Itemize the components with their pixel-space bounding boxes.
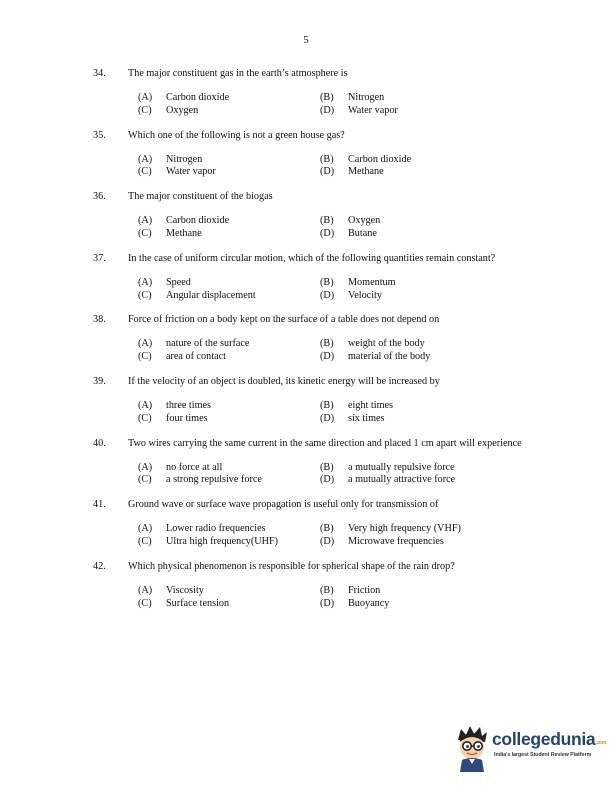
- option-text: material of the body: [348, 351, 431, 363]
- question-number: 40.: [93, 437, 106, 449]
- option-text: a strong repulsive force: [166, 474, 262, 486]
- option-letter: (C): [138, 104, 152, 116]
- option-text: no force at all: [166, 461, 223, 473]
- option-b: [320, 215, 520, 228]
- option-letter: (C): [138, 597, 152, 609]
- collegedunia-logo: [452, 724, 606, 774]
- option-text: Angular displacement: [166, 289, 256, 301]
- question-36: [93, 190, 523, 241]
- option-letter: (D): [320, 227, 335, 239]
- logo-tagline: India's largest Student Review Platform: [494, 752, 592, 758]
- option-b: [320, 585, 520, 598]
- question-text: If the velocity of an object is doubled, its kinetic energy will be increased by: [128, 375, 440, 387]
- option-b: [320, 400, 520, 413]
- option-c: [138, 228, 320, 241]
- option-a: [138, 92, 320, 105]
- option-text: Very high frequency (VHF): [348, 523, 461, 535]
- option-text: Ultra high frequency(UHF): [166, 535, 279, 547]
- question-number: 36.: [93, 191, 106, 203]
- option-text: Nitrogen: [166, 153, 203, 165]
- question-number: 35.: [93, 129, 106, 141]
- option-a: [138, 338, 320, 351]
- option-b: [320, 338, 520, 351]
- option-letter: (A): [138, 92, 153, 103]
- option-text: Buoyancy: [348, 597, 390, 609]
- logo-wordmark: collegedunia.com: [492, 729, 606, 749]
- options-grid: [138, 277, 523, 303]
- option-c: [138, 474, 320, 487]
- option-text: Momentum: [348, 276, 396, 288]
- question-number: 34.: [93, 68, 106, 79]
- option-letter: (A): [138, 338, 153, 350]
- question-38: [93, 313, 523, 364]
- option-b: [320, 462, 520, 475]
- question-37: [93, 252, 523, 303]
- question-text: Ground wave or surface wave propagation is useful only for transmission of: [128, 499, 439, 511]
- option-letter: (C): [138, 474, 152, 486]
- option-letter: (D): [320, 166, 335, 178]
- option-letter: (D): [320, 474, 335, 486]
- option-letter: (B): [320, 523, 334, 535]
- option-letter: (C): [138, 166, 152, 178]
- options-grid: [138, 154, 523, 180]
- options-grid: [138, 462, 523, 488]
- option-d: [320, 351, 520, 364]
- option-d: [320, 474, 520, 487]
- option-text: Water vapor: [166, 166, 216, 178]
- option-a: [138, 400, 320, 413]
- options-grid: [138, 523, 523, 549]
- options-grid: [138, 585, 523, 611]
- question-text: The major constituent of the biogas: [128, 191, 273, 203]
- option-letter: (B): [320, 92, 334, 103]
- option-letter: (A): [138, 461, 153, 473]
- question-text: Force of friction on a body kept on the surface of a table does not depend on: [128, 314, 440, 326]
- option-letter: (A): [138, 523, 153, 535]
- option-letter: (D): [320, 535, 335, 547]
- question-34: [93, 67, 523, 118]
- option-a: [138, 523, 320, 536]
- option-text: a mutually attractive force: [348, 474, 456, 486]
- option-letter: (B): [320, 584, 334, 596]
- question-list: [93, 67, 523, 621]
- option-text: three times: [166, 399, 211, 411]
- option-a: [138, 585, 320, 598]
- option-text: Carbon dioxide: [166, 215, 230, 227]
- option-b: [320, 92, 520, 105]
- options-grid: [138, 338, 523, 364]
- question-text: Which one of the following is not a green house gas?: [128, 129, 345, 141]
- option-letter: (C): [138, 227, 152, 239]
- option-text: Surface tension: [166, 597, 230, 609]
- question-text: In the case of uniform circular motion, which of the following quantities remain constant?: [128, 252, 496, 264]
- options-grid: [138, 400, 523, 426]
- option-b: [320, 523, 520, 536]
- option-a: [138, 277, 320, 290]
- question-35: [93, 129, 523, 180]
- question-number: 37.: [93, 252, 106, 264]
- option-letter: (C): [138, 351, 152, 363]
- question-39: [93, 375, 523, 426]
- question-number: 38.: [93, 314, 106, 326]
- option-letter: (A): [138, 215, 153, 227]
- question-text: Two wires carrying the same current in the same direction and placed 1 cm apart will experience: [128, 437, 522, 449]
- option-letter: (C): [138, 289, 152, 301]
- option-d: [320, 228, 520, 241]
- option-text: six times: [348, 412, 385, 424]
- question-41: [93, 498, 523, 549]
- option-text: Methane: [348, 166, 384, 178]
- option-d: [320, 290, 520, 303]
- question-text: The major constituent gas in the earth’s atmosphere is: [128, 68, 348, 79]
- option-text: Friction: [348, 584, 381, 596]
- option-c: [138, 413, 320, 426]
- option-d: [320, 105, 520, 118]
- option-b: [320, 154, 520, 167]
- question-42: [93, 560, 523, 611]
- option-letter: (B): [320, 338, 334, 350]
- option-letter: (D): [320, 597, 335, 609]
- option-text: Microwave frequencies: [348, 535, 444, 547]
- options-grid: [138, 215, 523, 241]
- mascot-icon: [452, 724, 492, 774]
- option-d: [320, 413, 520, 426]
- option-text: area of contact: [166, 351, 226, 363]
- option-letter: (B): [320, 215, 334, 227]
- option-letter: (B): [320, 399, 334, 411]
- option-text: Viscosity: [166, 584, 204, 596]
- option-b: [320, 277, 520, 290]
- option-text: Carbon dioxide: [348, 153, 412, 165]
- question-number: 39.: [93, 375, 106, 387]
- option-a: [138, 154, 320, 167]
- option-text: Lower radio frequencies: [166, 523, 266, 535]
- option-letter: (A): [138, 584, 153, 596]
- option-letter: (C): [138, 412, 152, 424]
- option-letter: (D): [320, 289, 335, 301]
- option-d: [320, 598, 520, 611]
- option-text: Carbon dioxide: [166, 92, 230, 103]
- page-number: 5: [303, 35, 309, 46]
- question-number: 41.: [93, 499, 106, 511]
- option-text: Oxygen: [166, 104, 199, 116]
- option-text: four times: [166, 412, 208, 424]
- option-letter: (B): [320, 276, 334, 288]
- question-text: Which physical phenomenon is responsible for spherical shape of the rain drop?: [128, 560, 455, 572]
- option-letter: (A): [138, 153, 153, 165]
- option-d: [320, 536, 520, 549]
- option-text: Speed: [166, 276, 191, 288]
- option-letter: (B): [320, 153, 334, 165]
- option-letter: (A): [138, 276, 153, 288]
- option-c: [138, 536, 320, 549]
- option-a: [138, 215, 320, 228]
- option-text: Velocity: [348, 289, 382, 301]
- option-text: Oxygen: [348, 215, 381, 227]
- option-a: [138, 462, 320, 475]
- option-text: a mutually repulsive force: [348, 461, 455, 473]
- option-c: [138, 351, 320, 364]
- option-text: nature of the surface: [166, 338, 250, 350]
- option-text: Nitrogen: [348, 92, 385, 103]
- option-text: eight times: [348, 399, 393, 411]
- option-letter: (B): [320, 461, 334, 473]
- option-d: [320, 166, 520, 179]
- option-c: [138, 598, 320, 611]
- option-c: [138, 290, 320, 303]
- option-c: [138, 166, 320, 179]
- option-letter: (C): [138, 535, 152, 547]
- options-grid: [138, 92, 523, 118]
- option-text: Butane: [348, 227, 377, 239]
- option-text: Water vapor: [348, 104, 398, 116]
- option-text: Methane: [166, 227, 202, 239]
- option-letter: (D): [320, 104, 335, 116]
- option-letter: (D): [320, 412, 335, 424]
- option-text: weight of the body: [348, 338, 425, 350]
- question-40: [93, 437, 523, 488]
- question-number: 42.: [93, 560, 106, 572]
- option-letter: (D): [320, 351, 335, 363]
- option-letter: (A): [138, 399, 153, 411]
- option-c: [138, 105, 320, 118]
